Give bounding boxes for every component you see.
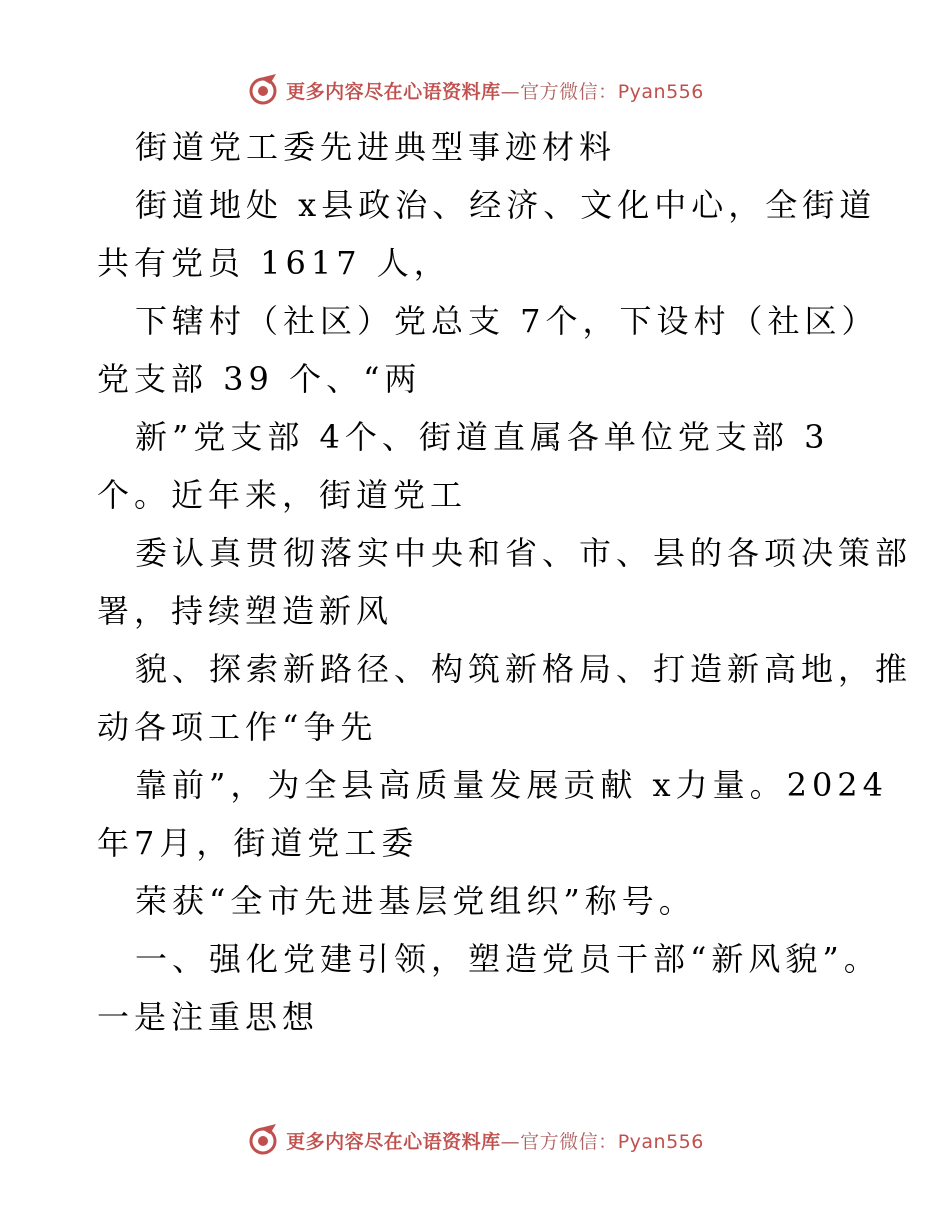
paragraph-line: 党支部 39 个、“两	[97, 360, 422, 398]
footer-banner	[0, 1120, 950, 1160]
brand-logo-icon	[246, 72, 282, 108]
paragraph-line: 年7月，街道党工委	[97, 824, 419, 862]
paragraph-line: 个。近年来，街道党工	[97, 476, 468, 514]
banner-slogan: 更多内容尽在心语资料库	[286, 1130, 501, 1153]
header-banner	[0, 70, 950, 110]
banner-text	[286, 77, 704, 104]
banner-wechat-label: —官方微信：	[500, 80, 618, 103]
document-title: 街道党工委先进典型事迹材料	[135, 128, 617, 166]
paragraph-line: 新”党支部 4个、街道直属各单位党支部 3	[135, 418, 830, 456]
paragraph-line: 荣获“全市先进基层党组织”称号。	[135, 882, 696, 920]
paragraph-line: 委认真贯彻落实中央和省、市、县的各项决策部	[135, 534, 913, 572]
paragraph-line: 貌、探索新路径、构筑新格局、打造新高地，推	[135, 650, 913, 688]
banner-wechat-label: —官方微信：	[500, 1130, 618, 1153]
banner-slogan: 更多内容尽在心语资料库	[286, 80, 501, 103]
banner-text	[286, 1127, 704, 1154]
paragraph-line: 共有党员 1617 人，	[97, 244, 451, 282]
section-heading: 一、强化党建引领，塑造党员干部“新风貌”。	[135, 940, 881, 978]
brand-logo-icon	[246, 1122, 282, 1158]
banner-wechat-id: Pyan556	[617, 1130, 704, 1153]
paragraph-line: 署，持续塑造新风	[97, 592, 394, 630]
paragraph-line: 靠前”，为全县高质量发展贡献 x力量。2024	[135, 766, 889, 804]
paragraph-line: 一是注重思想	[97, 998, 320, 1036]
banner-wechat-id: Pyan556	[617, 80, 704, 103]
paragraph-line: 下辖村（社区）党总支 7个，下设村（社区）	[135, 302, 879, 340]
paragraph-line: 动各项工作“争先	[97, 708, 378, 746]
paragraph-line: 街道地处 x县政治、经济、文化中心，全街道	[135, 186, 877, 224]
